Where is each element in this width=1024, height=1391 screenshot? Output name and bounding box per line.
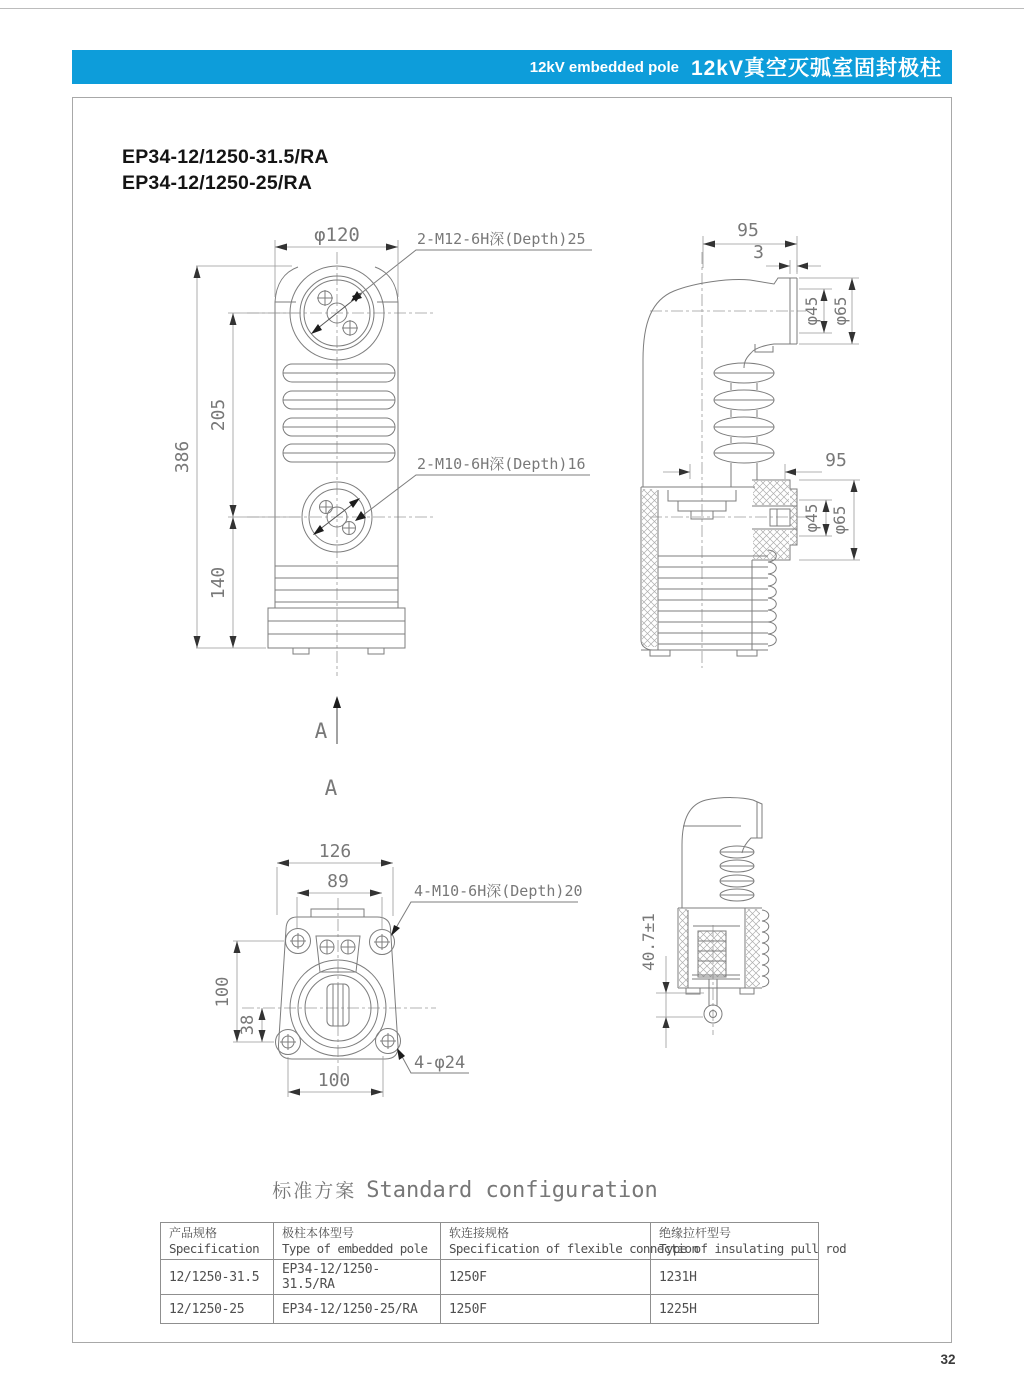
label-bottom-thread: 2-M10-6H深(Depth)16 xyxy=(417,455,586,473)
cell-flex-connection: 1250F xyxy=(441,1295,651,1324)
dim-width-top: 95 xyxy=(737,220,759,241)
label-corner-thread: 4-M10-6H深(Depth)20 xyxy=(414,882,583,900)
dim-travel: 40.7±1 xyxy=(639,913,658,971)
cell-spec: 12/1250-31.5 xyxy=(161,1260,274,1295)
bottom-view xyxy=(213,841,583,1097)
page-number: 32 xyxy=(940,1352,956,1367)
table-row xyxy=(161,1295,819,1324)
label-top-thread: 2-M12-6H深(Depth)25 xyxy=(417,230,586,248)
col-header-pull-rod: 绝缘拉杆型号 Type of insulating pull rod xyxy=(651,1223,819,1260)
cell-pull-rod: 1231H xyxy=(651,1260,819,1295)
model-line-1: EP34-12/1250-31.5/RA xyxy=(122,146,329,168)
dim-width-outer: 126 xyxy=(318,841,352,862)
table-header-row xyxy=(161,1223,819,1260)
dim-offset: 38 xyxy=(238,1014,258,1036)
dim-d45-top: φ45 xyxy=(802,296,821,326)
section-view-label: A xyxy=(324,776,338,800)
dim-dia-top: φ120 xyxy=(314,224,360,246)
dim-height-lower: 140 xyxy=(208,566,229,600)
dim-width-bottom: 100 xyxy=(317,1070,351,1091)
standard-config-table xyxy=(160,1222,846,1324)
cell-pole-type: EP34-12/1250-31.5/RA xyxy=(274,1260,441,1295)
standard-config-heading-zh: 标准方案 xyxy=(272,1180,357,1202)
table-row xyxy=(161,1260,819,1295)
header-title-zh: 12kV真空灭弧室固封极柱 xyxy=(690,57,942,80)
cell-flex-connection: 1250F xyxy=(441,1260,651,1295)
dim-width-inner: 89 xyxy=(327,871,349,892)
section-arrow-label: A xyxy=(314,719,328,743)
cell-pull-rod: 1225H xyxy=(651,1295,819,1324)
header-title-en: 12kV embedded pole xyxy=(529,58,679,76)
standard-config-heading xyxy=(136,1176,794,1203)
dim-plate-thickness: 3 xyxy=(753,242,764,263)
label-holes: 4-φ24 xyxy=(414,1053,466,1073)
standard-config-heading-en: Standard configuration xyxy=(366,1178,658,1203)
dim-height-total: 386 xyxy=(172,440,193,474)
dim-width-mid: 95 xyxy=(825,450,847,471)
dim-height-upper: 205 xyxy=(208,398,229,432)
col-header-specification: 产品规格 Specification xyxy=(161,1223,274,1260)
side-view xyxy=(641,220,860,668)
dim-height-left: 100 xyxy=(213,976,233,1008)
col-header-pole-type: 极柱本体型号 Type of embedded pole xyxy=(274,1223,441,1260)
front-view xyxy=(172,224,592,800)
dim-d65-top: φ65 xyxy=(831,296,850,326)
model-line-2: EP34-12/1250-25/RA xyxy=(122,172,313,194)
col-header-flexible-connection: 软连接规格 Specification of flexible connection xyxy=(441,1223,651,1260)
section-view xyxy=(639,798,769,1048)
dim-d65-bottom: φ65 xyxy=(830,505,849,535)
cell-spec: 12/1250-25 xyxy=(161,1295,274,1324)
cell-pole-type: EP34-12/1250-25/RA xyxy=(274,1295,441,1324)
dim-d45-bottom: φ45 xyxy=(802,503,821,533)
